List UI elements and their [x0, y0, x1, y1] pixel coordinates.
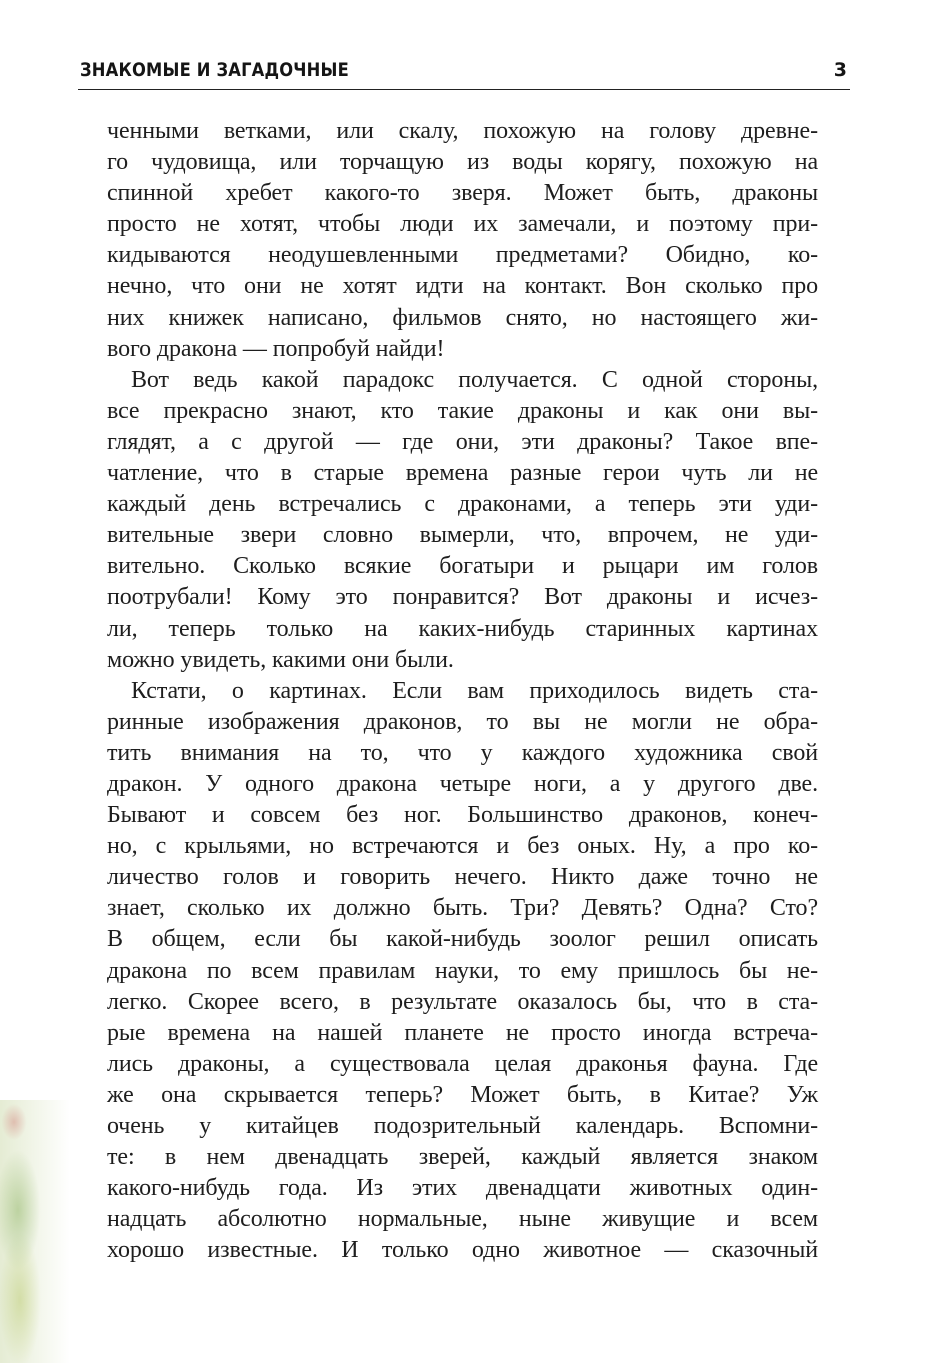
text-line: каждый день встречались с драконами, а теперь эти уди-	[107, 491, 818, 518]
text-line: рые времена на нашей планете не просто иногда встреча-	[107, 1019, 818, 1046]
text-line: них книжек написано, фильмов снято, но настоящего жи-	[107, 304, 818, 331]
text-line: очень у китайцев подозрительный календарь. Вспомни-	[107, 1113, 818, 1139]
text-line: поотрубали! Кому это понравится? Вот драконы и исчез-	[107, 584, 818, 611]
text-line: тить внимания на то, что у каждого художника свой	[107, 739, 818, 766]
text-line: го чудовища, или торчащую из воды корягу, похожую на	[107, 149, 818, 176]
text-line: ринные изображения драконов, то вы не могли не обра-	[107, 708, 818, 735]
text-line: те: в нем двенадцать зверей, каждый является знаком	[107, 1144, 818, 1171]
text-line: Бывают и совсем без ног. Большинство драконов, конеч-	[107, 802, 818, 829]
text-line: лись драконы, а существовала целая драконья фауна. Где	[107, 1050, 818, 1077]
text-line: знает, сколько их должно быть. Три? Девять? Одна? Сто?	[107, 895, 818, 922]
text-line: нечно, что они не хотят идти на контакт. Вон сколько про	[107, 273, 818, 300]
running-head	[78, 55, 850, 90]
text-line: глядят, а с другой — где они, эти драконы? Такое впе-	[107, 428, 818, 455]
text-line: хорошо известные. И только одно животное — сказочный	[107, 1237, 818, 1264]
text-line: Кстати, о картинах. Если вам приходилось видеть ста-	[131, 677, 818, 704]
page-number: 3	[833, 59, 847, 81]
text-line: какого-нибудь года. Из этих двенадцати животных один-	[107, 1175, 818, 1202]
text-line: же она скрывается теперь? Может быть, в Китае? Уж	[107, 1081, 818, 1108]
text-line: кидываются неодушевленными предметами? Обидно, ко-	[107, 242, 818, 269]
text-line: ли, теперь только на каких-нибудь старинных картинах	[107, 615, 818, 642]
text-line: все прекрасно знают, кто такие драконы и как они вы-	[107, 397, 818, 424]
text-line: легко. Скорее всего, в результате оказалось бы, что в ста-	[107, 988, 818, 1015]
text-line: вительные звери словно вымерли, что, впрочем, не уди-	[107, 522, 818, 549]
body-text	[107, 116, 818, 1266]
text-line: личество голов и говорить нечего. Никто даже точно не	[107, 864, 818, 891]
text-line: В общем, если бы какой-нибудь зоолог решил описать	[107, 926, 818, 953]
text-line: спинной хребет какого-то зверя. Может быть, драконы	[107, 180, 818, 207]
running-title: ЗНАКОМЫЕ И ЗАГАДОЧНЫЕ	[80, 59, 349, 81]
grass-flowers-illustration	[0, 1100, 70, 1363]
text-line: просто не хотят, чтобы люди их замечали, и поэтому при-	[107, 211, 818, 238]
text-line: дракона по всем правилам науки, то ему пришлось бы не-	[107, 957, 818, 984]
text-line: ченными ветками, или скалу, похожую на голову древне-	[107, 118, 818, 144]
text-line: можно увидеть, какими они были.	[107, 646, 454, 673]
text-line: но, с крыльями, но встречаются и без оных. Ну, а про ко-	[107, 833, 818, 860]
text-line: чатление, что в старые времена разные герои чуть ли не	[107, 460, 818, 487]
text-line: дракон. У одного дракона четыре ноги, а у другого две.	[107, 770, 818, 797]
text-line: Вот ведь какой парадокс получается. С одной стороны,	[131, 366, 818, 393]
text-line: вительно. Сколько всякие богатыри и рыцари им голов	[107, 553, 818, 580]
text-line: вого дракона — попробуй найди!	[107, 335, 445, 362]
text-line: надцать абсолютно нормальные, ныне живущие и всем	[107, 1206, 818, 1233]
